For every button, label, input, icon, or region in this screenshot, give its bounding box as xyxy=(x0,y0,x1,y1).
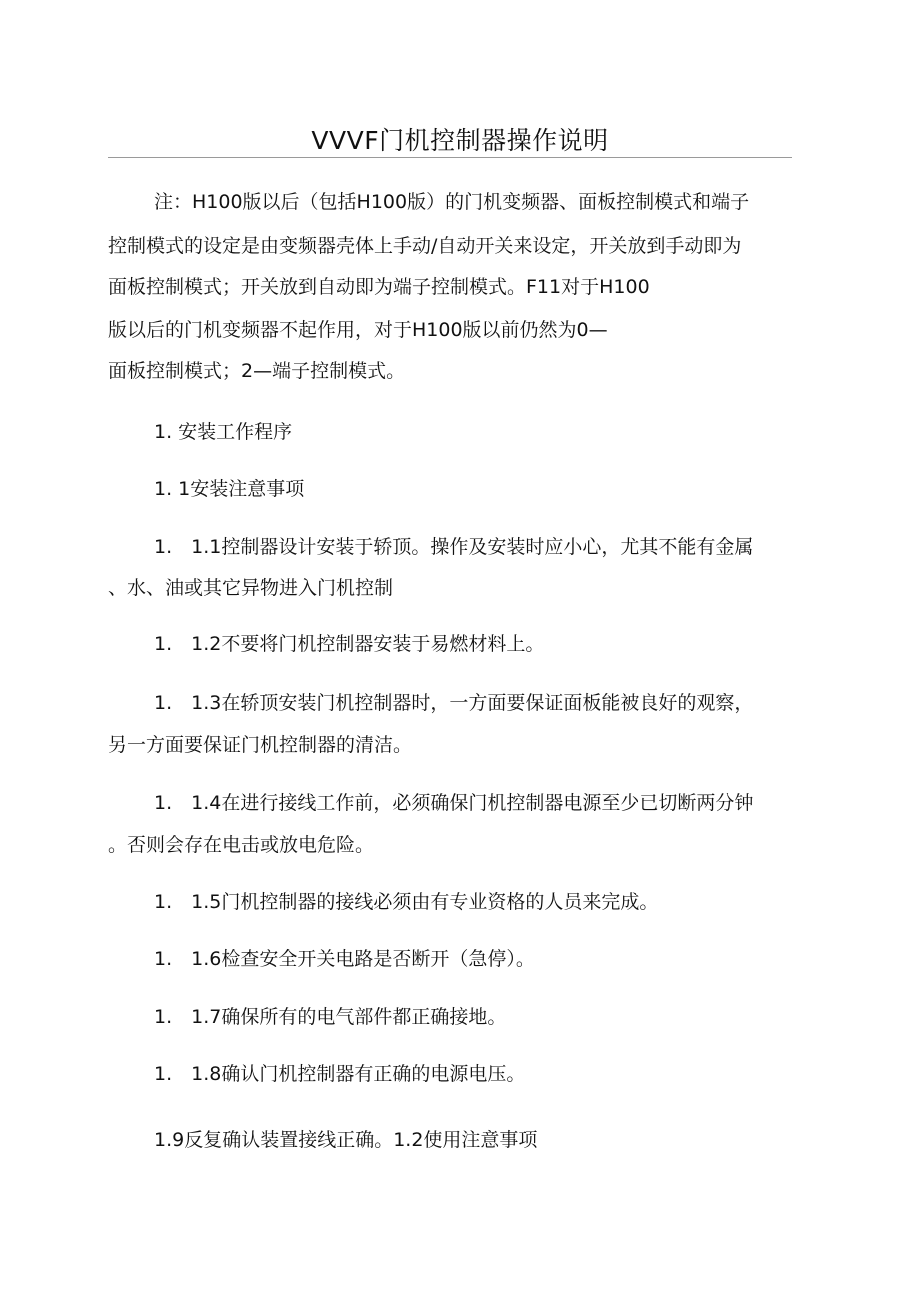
document-title: VVVF门机控制器操作说明 xyxy=(311,126,609,155)
section-heading-1: 1. 安装工作程序 xyxy=(154,421,293,443)
note-line-1: 注：H100版以后（包括H100版）的门机变频器、面板控制模式和端子 xyxy=(154,191,750,213)
item-1-1-3-line-1: 1. 1.3在轿顶安装门机控制器时，一方面要保证面板能被良好的观察， xyxy=(154,692,754,714)
note-line-3: 面板控制模式；开关放到自动即为端子控制模式。F11对于H100 xyxy=(108,276,650,298)
item-1-1-1-line-2: 、水、油或其它异物进入门机控制 xyxy=(108,577,394,599)
note-line-5: 面板控制模式；2—端子控制模式。 xyxy=(108,360,406,382)
item-1-1-3-line-2: 另一方面要保证门机控制器的清洁。 xyxy=(108,734,413,756)
item-1-9: 1.9反复确认装置接线正确。1.2使用注意事项 xyxy=(154,1129,538,1151)
item-1-1-7: 1. 1.7确保所有的电气部件都正确接地。 xyxy=(154,1006,507,1028)
item-1-1-4-line-1: 1. 1.4在进行接线工作前，必须确保门机控制器电源至少已切断两分钟 xyxy=(154,792,754,814)
title-divider xyxy=(108,157,792,158)
item-1-1-4-line-2: 。否则会存在电击或放电危险。 xyxy=(108,834,375,856)
item-1-1-6: 1. 1.6检查安全开关电路是否断开（急停）。 xyxy=(154,948,535,970)
item-1-1-1-line-1: 1. 1.1控制器设计安装于轿顶。操作及安装时应小心，尤其不能有金属 xyxy=(154,536,754,558)
item-1-1-2: 1. 1.2不要将门机控制器安装于易燃材料上。 xyxy=(154,633,545,655)
item-1-1-5: 1. 1.5门机控制器的接线必须由有专业资格的人员来完成。 xyxy=(154,891,659,913)
section-heading-1-1: 1. 1安装注意事项 xyxy=(154,478,305,500)
note-line-2: 控制模式的设定是由变频器壳体上手动/自动开关来设定，开关放到手动即为 xyxy=(108,235,742,257)
note-line-4: 版以后的门机变频器不起作用，对于H100版以前仍然为0— xyxy=(108,319,608,341)
item-1-1-8: 1. 1.8确认门机控制器有正确的电源电压。 xyxy=(154,1063,526,1085)
